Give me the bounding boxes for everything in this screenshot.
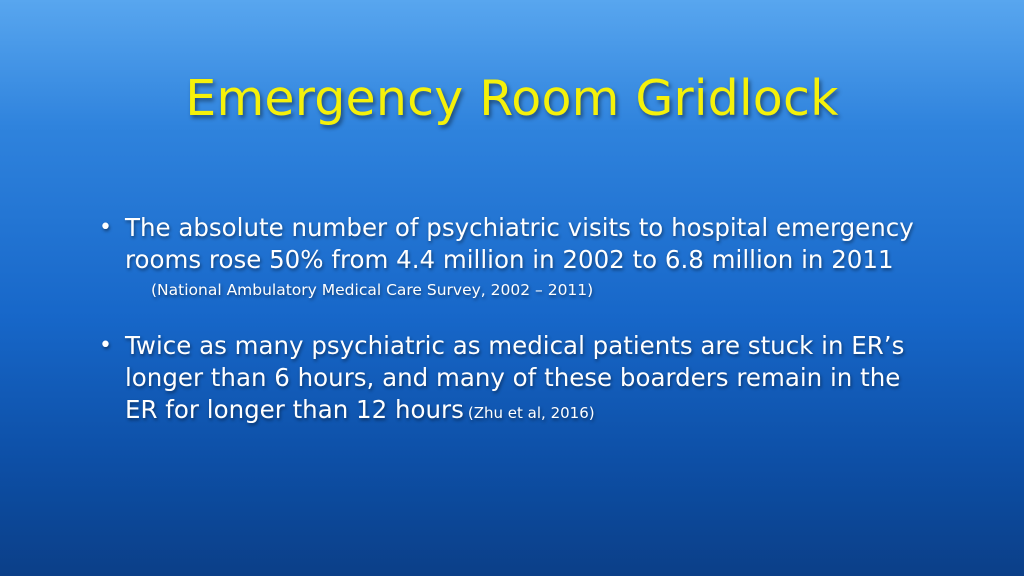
- bullet-text: The absolute number of psychiatric visits to hospital emergency rooms rose 50% from 4.4 million in 2002 to 6.8 million in 2011: [125, 213, 914, 274]
- slide-title: Emergency Room Gridlock: [185, 70, 839, 127]
- bullet-icon: •: [99, 215, 112, 240]
- bullet-icon: •: [99, 333, 112, 358]
- bullet-list: [95, 212, 935, 429]
- bullet-citation: (Zhu et al, 2016): [467, 404, 595, 422]
- bullet-item-er-visits: [95, 212, 935, 302]
- bullet-citation: (National Ambulatory Medical Care Survey, 2002 – 2011): [151, 281, 594, 299]
- bullet-item-boarding: [95, 330, 935, 429]
- bullet-text: Twice as many psychiatric as medical patients are stuck in ER’s longer than 6 hours, and many of these boarders remain in the ER for longer than 12 hours: [125, 331, 905, 424]
